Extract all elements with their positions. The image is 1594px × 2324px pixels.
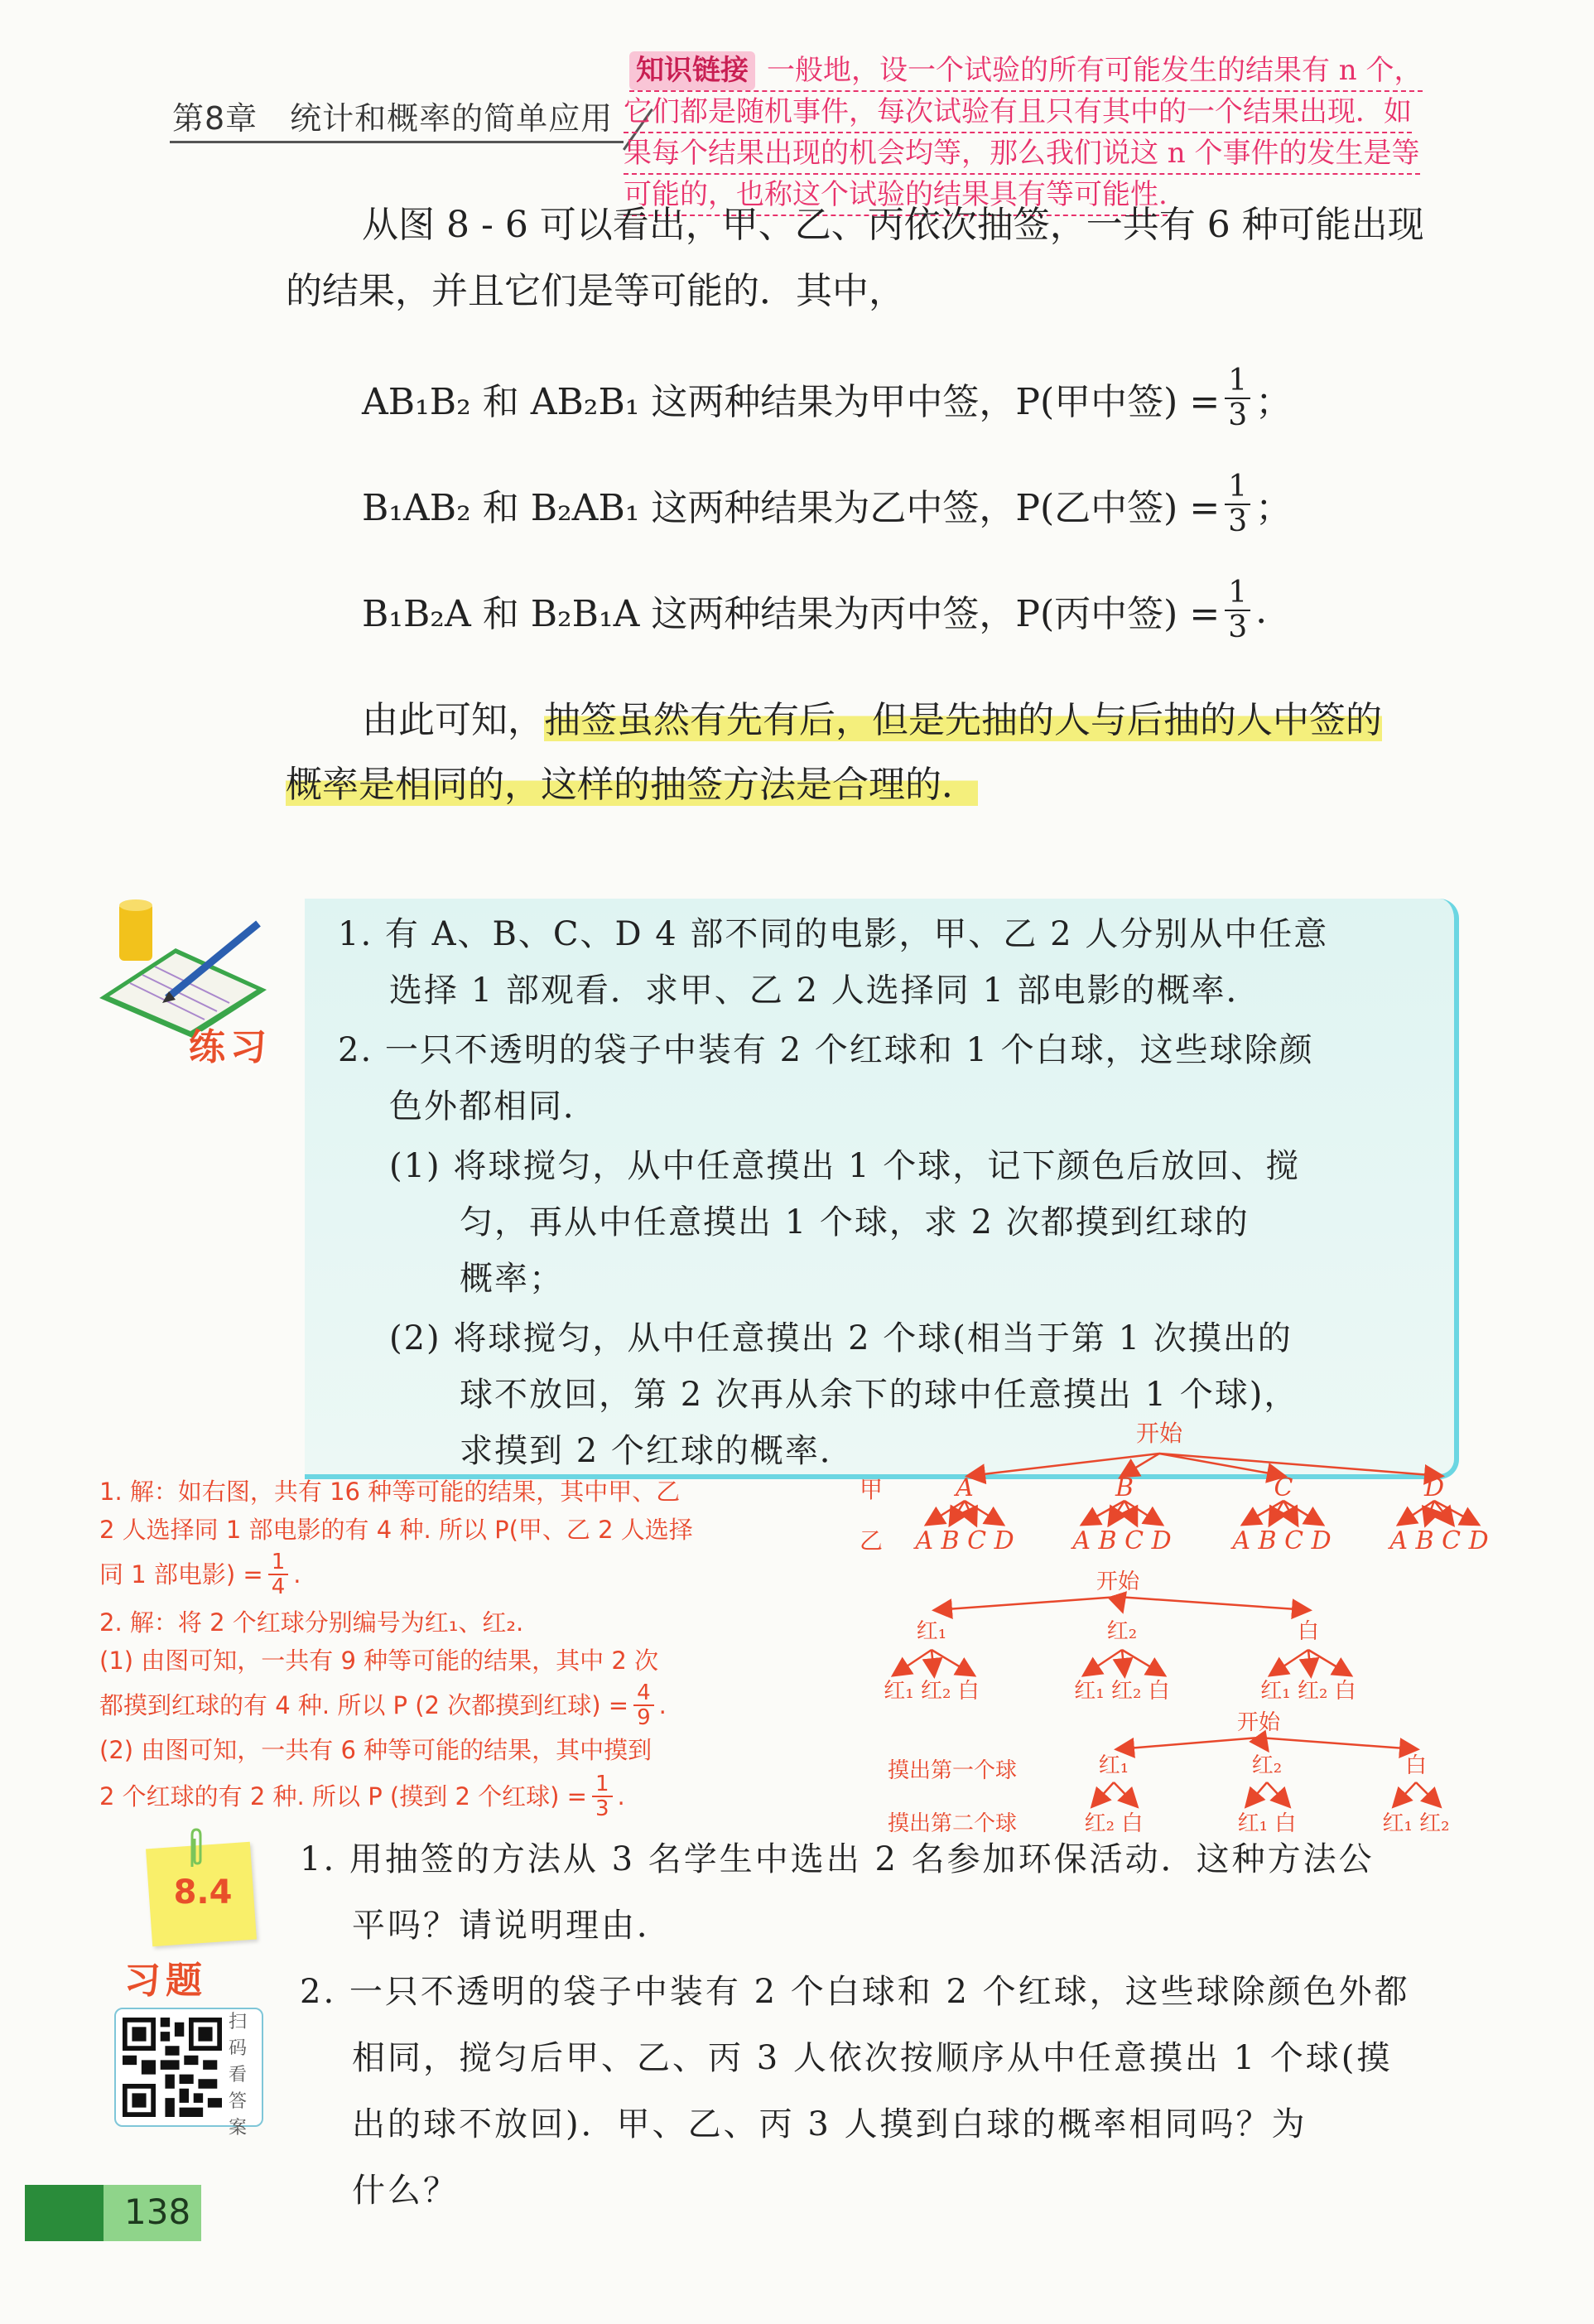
- tree-node: 红₂: [1106, 1619, 1138, 1644]
- homework-line: 相同，搅匀后甲、乙、丙 3 人依次按顺序从中任意摸出 1 个球(摸: [352, 2039, 1393, 2077]
- tree-leaf-group: 红₁ 红₂ 白: [1074, 1679, 1170, 1704]
- page-number-bar-dark: [25, 2185, 104, 2241]
- tree1-start: 开始: [1135, 1420, 1183, 1447]
- tree-leaf-group: 红₂ 白: [1084, 1811, 1144, 1836]
- equation-yi: B₁AB₂ 和 B₂AB₁ 这两种结果为乙中签，P(乙中签) = $\frac{1}{3}$ ；: [362, 470, 1293, 538]
- equation-jia: AB₁B₂ 和 AB₂B₁ 这两种结果为甲中签，P(甲中签) = $\frac{1}{3}$ ；: [362, 364, 1293, 432]
- homework-label: 习题: [124, 1960, 207, 2002]
- answer-line: 2 个红球的有 2 种. 所以 P (摸到 2 个红球) = $\frac{1}{3}$ .: [99, 1772, 625, 1821]
- tree-leaf-group: A B C D: [915, 1526, 1014, 1555]
- homework-line: 出的球不放回)．甲、乙、丙 3 人摸到白球的概率相同吗？为: [352, 2105, 1307, 2143]
- exercise-line: (1) 将球搅匀，从中任意摸出 1 个球，记下颜色后放回、搅: [389, 1147, 1301, 1185]
- tree-node: 红₂: [1251, 1753, 1283, 1778]
- tree-node: 白: [1404, 1753, 1428, 1778]
- tree-node: A: [956, 1473, 974, 1502]
- tree-leaf-group: A B C D: [1072, 1526, 1172, 1555]
- page-number: 138: [124, 2191, 191, 2232]
- exercise-line: 求摸到 2 个红球的概率．: [460, 1432, 855, 1470]
- fraction: $\frac{1}{4}$: [268, 1550, 289, 1598]
- fraction: $\frac{1}{3}$: [1225, 470, 1250, 538]
- homework-line: 2. 一只不透明的袋子中装有 2 个白球和 2 个红球，这些球除颜色外都: [300, 1973, 1410, 2011]
- tree-node: D: [1423, 1473, 1445, 1502]
- exercise-line: 1. 有 A、B、C、D 4 部不同的电影，甲、乙 2 人分别从中任意: [338, 915, 1329, 953]
- fraction: $\frac{4}{9}$: [633, 1681, 654, 1729]
- qr-code-icon: [123, 2018, 222, 2117]
- exercise-line: 匀，再从中任意摸出 1 个球，求 2 次都摸到红球的: [460, 1203, 1250, 1242]
- tree-leaf-group: 红₁ 红₂ 白: [1260, 1679, 1356, 1704]
- knowledge-link-label: 知识链接: [629, 51, 755, 90]
- homework-number: 8.4: [173, 1873, 233, 1912]
- equation-bing: B₁B₂A 和 B₂B₁A 这两种结果为丙中签，P(丙中签) = $\frac{1}{3}$ .: [362, 576, 1268, 644]
- tree-node: 红₁: [1098, 1753, 1129, 1778]
- answer-line: 2 人选择同 1 部电影的有 4 种. 所以 P(甲、乙 2 人选择: [99, 1516, 693, 1544]
- conclusion-line-2: [286, 760, 978, 810]
- knowledge-link-line-1: 知识链接 一般地，设一个试验的所有可能发生的结果有 n 个，: [629, 51, 1423, 92]
- answer-line: 都摸到红球的有 4 种. 所以 P (2 次都摸到红球) = $\frac{4}{9}$ .: [99, 1680, 667, 1730]
- highlight-text: 抽签虽然有先有后，但是先抽的人与后抽的人中签的: [544, 699, 1382, 741]
- homework-line: 1. 用抽签的方法从 3 名学生中选出 2 名参加环保活动．这种方法公: [300, 1840, 1375, 1878]
- paperclip-icon: [187, 1827, 205, 1870]
- knowledge-link-line-2: 它们都是随机事件，每次试验有且只有其中的一个结果出现．如: [624, 93, 1412, 133]
- tree-diagrams: [845, 1408, 1590, 1855]
- tree1-edges: [927, 1454, 1477, 1524]
- tree-leaf-group: 红₁ 红₂: [1382, 1811, 1450, 1836]
- tree3-row1-label: 摸出第一个球: [887, 1758, 1018, 1783]
- tree-leaf-group: 红₁ 红₂ 白: [884, 1679, 980, 1704]
- tree-leaf-group: 红₁ 白: [1237, 1811, 1297, 1836]
- answer-line: 1. 解：如右图，共有 16 种等可能的结果，其中甲、乙: [99, 1478, 681, 1506]
- conclusion-line-1: 由此可知，抽签虽然有先有后，但是先抽的人与后抽的人中签的: [362, 699, 1382, 741]
- fraction: $\frac{1}{3}$: [1225, 364, 1250, 432]
- answer-line: 2. 解：将 2 个红球分别编号为红₁、红₂.: [99, 1608, 524, 1637]
- knowledge-link-line-3: 果每个结果出现的机会均等，那么我们说这 n 个事件的发生是等: [624, 134, 1420, 175]
- exercise-line: 球不放回，第 2 次再从余下的球中任意摸出 1 个球)，: [460, 1376, 1299, 1414]
- tree2-start: 开始: [1096, 1569, 1140, 1594]
- highlight-text: 概率是相同的，这样的抽签方法是合理的．: [286, 764, 978, 806]
- exercise-line: 概率；: [460, 1260, 564, 1298]
- fraction: $\frac{1}{3}$: [592, 1772, 613, 1820]
- exercise-line: 色外都相同．: [389, 1087, 598, 1126]
- answer-line: (1) 由图可知，一共有 9 种等可能的结果，其中 2 次: [99, 1647, 659, 1675]
- intro-line-1: 从图 8 - 6 可以看出，甲、乙、丙依次抽签，一共有 6 种可能出现: [362, 204, 1424, 246]
- exercise-line: 选择 1 部观看．求甲、乙 2 人选择同 1 部电影的概率．: [389, 972, 1261, 1010]
- exercise-label: 练习: [189, 1026, 272, 1068]
- qr-code-caption: 扫码看答案: [229, 2012, 248, 2138]
- intro-line-2: 的结果，并且它们是等可能的．其中，: [286, 270, 905, 312]
- tree-node: 白: [1297, 1619, 1320, 1644]
- answer-line: (2) 由图可知，一共有 6 种等可能的结果，其中摸到: [99, 1736, 653, 1764]
- homework-line: 平吗？请说明理由．: [352, 1907, 672, 1945]
- fraction: $\frac{1}{3}$: [1225, 576, 1250, 644]
- exercise-line: 2. 一只不透明的袋子中装有 2 个红球和 1 个白球，这些球除颜: [338, 1031, 1314, 1069]
- tree3-start: 开始: [1236, 1710, 1281, 1735]
- tree1-row2-label: 乙: [859, 1527, 884, 1555]
- tree-leaf-group: A B C D: [1389, 1526, 1489, 1555]
- homework-line: 什么？: [352, 2172, 459, 2210]
- chapter-title: 第8章 统计和概率的简单应用: [172, 100, 614, 137]
- tree-leaf-group: A B C D: [1232, 1526, 1332, 1555]
- tree-node: C: [1274, 1473, 1293, 1502]
- tree3-row2-label: 摸出第二个球: [887, 1811, 1018, 1836]
- tree-node: 红₁: [916, 1619, 947, 1644]
- chapter-rule: [170, 141, 624, 143]
- tree1-row1-label: 甲: [859, 1476, 884, 1503]
- answer-line: 同 1 部电影) = $\frac{1}{4}$ .: [99, 1550, 301, 1599]
- tree-node: B: [1115, 1473, 1134, 1502]
- exercise-line: (2) 将球搅匀，从中任意摸出 2 个球(相当于第 1 次摸出的: [389, 1319, 1293, 1357]
- knowledge-link-line-4: 可能的，也称这个试验的结果具有等可能性.: [624, 176, 1168, 216]
